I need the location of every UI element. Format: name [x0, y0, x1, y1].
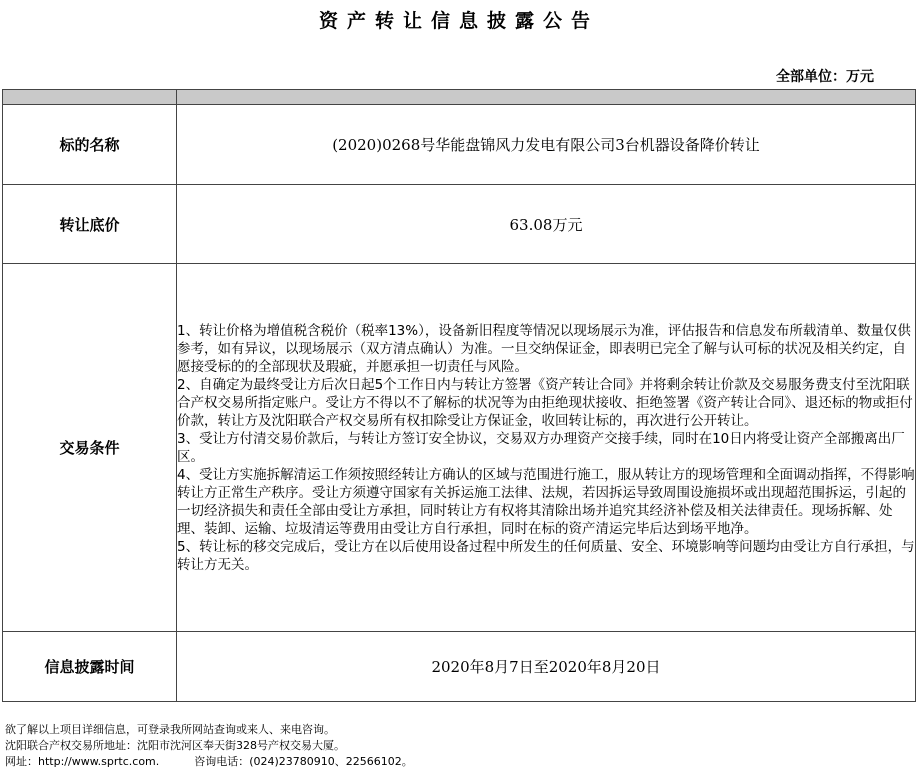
row-label-asset-name: 标的名称 [3, 105, 177, 185]
table-row [3, 185, 916, 264]
conditions-cell [177, 264, 916, 632]
condition-item: 3、受让方付清交易价款后，与转让方签订安全协议，交易双方办理资产交接手续，同时在10日内将受让资产全部搬离出厂区。 [177, 430, 905, 465]
row-label-conditions: 交易条件 [3, 264, 177, 632]
table-row [3, 632, 916, 702]
header-cell [3, 90, 177, 105]
table-row [3, 105, 916, 185]
condition-item: 1、转让价格为增值税含税价（税率13%），设备新旧程度等情况以现场展示为准，评估报告和信息发布所载清单、数量仅供参考，如有异议，以现场展示（双方清点确认）为准。一旦交纳保证金，即表明已完全了解与认可标的状况及相关约定，自愿接受标的的全部现状及瑕疵，并愿承担一切责任与风险。 [177, 322, 911, 375]
condition-item: 4、受让方实施拆解清运工作须按照经转让方确认的区域与范围进行施工，服从转让方的现场管理和全面调动指挥，不得影响转让方正常生产秩序。受让方须遵守国家有关拆运施工法律、法规，若因拆运导致周围设施损坏或出现超范围拆运，引起的一切经济损失和责任全部由受让方承担，同时转让方有权将其清除出场并追究其经济补偿及相关法律责任。现场拆解、处理、装卸、运输、垃圾清运等费用由受让方自行承担，同时在标的资产清运完毕后达到场平地净。 [177, 466, 915, 537]
footer-inquiry-note: 欲了解以上项目详细信息，可登录我所网站查询或来人、来电咨询。 [5, 723, 335, 736]
footer-notes [5, 722, 413, 770]
asset-name-value: (2020)0268号华能盘锦风力发电有限公司3台机器设备降价转让 [177, 105, 916, 185]
table-row [3, 264, 916, 632]
disclosure-time-value: 2020年8月7日至2020年8月20日 [177, 632, 916, 702]
page-title: 资产转让信息披露公告 [318, 10, 599, 32]
condition-item: 2、自确定为最终受让方后次日起5个工作日内与转让方签署《资产转让合同》并将剩余转让价款及交易服务费支付至沈阳联合产权交易所指定账户。受让方不得以不了解标的状况等为由拒绝现状接收、拒绝签署《资产转让合同》、退还标的物或拒付价款，转让方及沈阳联合产权交易所有权扣除受让方保证金，收回转让标的，再次进行公开转让。 [177, 376, 913, 429]
condition-item: 5、转让标的移交完成后，受让方在以后使用设备过程中所发生的任何质量、安全、环境影响等问题均由受让方自行承担，与转让方无关。 [177, 538, 915, 573]
row-label-disclosure-time: 信息披露时间 [3, 632, 177, 702]
footer-address: 沈阳联合产权交易所地址：沈阳市沈河区奉天街328号产权交易大厦。 [5, 739, 345, 752]
footer-contact: 网址：http://www.sprtc.com. 咨询电话：(024)23780910、22566102。 [5, 755, 413, 768]
table-header-row [3, 90, 916, 105]
reserve-price-value: 63.08万元 [177, 185, 916, 264]
header-cell [177, 90, 916, 105]
row-label-reserve-price: 转让底价 [3, 185, 177, 264]
unit-label: 全部单位：万元 [776, 69, 874, 85]
disclosure-table [2, 89, 916, 702]
